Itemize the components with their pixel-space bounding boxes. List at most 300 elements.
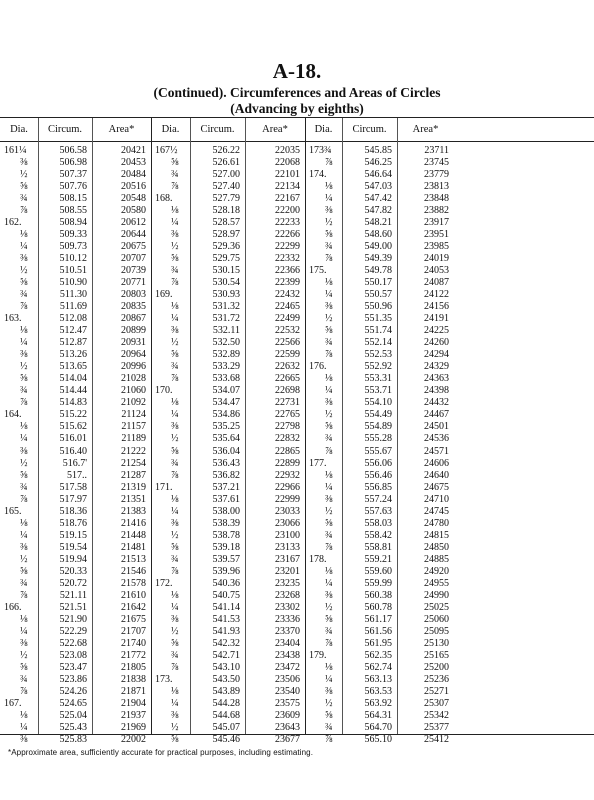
diameter-cell: ⅜ bbox=[20, 349, 28, 361]
area-cell: 23917 bbox=[424, 217, 449, 229]
diameter-cell: ¾ bbox=[325, 433, 333, 445]
circumference-cell: 515.22 bbox=[59, 409, 87, 421]
area-cell: 21481 bbox=[121, 541, 146, 553]
circumference-cell: 549.78 bbox=[364, 265, 392, 277]
diameter-cell: ⅛ bbox=[171, 685, 179, 697]
area-cell: 23609 bbox=[275, 709, 300, 721]
diameter-cell: ⅞ bbox=[20, 301, 28, 313]
diameter-cell: ⅞ bbox=[171, 469, 179, 481]
area-cell: 25271 bbox=[424, 685, 449, 697]
area-cell: 23882 bbox=[424, 205, 449, 217]
diameter-cell: ½ bbox=[171, 433, 179, 445]
circumference-cell: 563.13 bbox=[364, 673, 392, 685]
circumference-cell: 517.. bbox=[67, 469, 87, 481]
area-cell: 20548 bbox=[121, 193, 146, 205]
area-cell: 20707 bbox=[121, 253, 146, 265]
circumference-cell: 516.7' bbox=[62, 457, 87, 469]
diameter-cell: ¼ bbox=[171, 505, 179, 517]
area-cell: 22101 bbox=[275, 169, 300, 181]
diameter-cell: ⅞ bbox=[171, 277, 179, 289]
area-cell: 22068 bbox=[275, 157, 300, 169]
diameter-cell: ¼ bbox=[171, 697, 179, 709]
area-cell: 23268 bbox=[275, 589, 300, 601]
circumference-cell: 550.17 bbox=[364, 277, 392, 289]
circumference-cell: 537.61 bbox=[212, 493, 240, 505]
diameter-cell: ¼ bbox=[171, 313, 179, 325]
circumference-cell: 556.06 bbox=[364, 457, 392, 469]
area-cell: 24571 bbox=[424, 445, 449, 457]
diameter-cell: ⅝ bbox=[325, 517, 333, 529]
circumference-cell: 511.69 bbox=[59, 301, 87, 313]
column-rule bbox=[38, 118, 39, 734]
diameter-cell: ⅝ bbox=[171, 253, 179, 265]
area-cell: 21805 bbox=[121, 661, 146, 673]
diameter-cell: ⅝ bbox=[325, 709, 333, 721]
circumference-cell: 525.04 bbox=[59, 709, 87, 721]
circumference-cell: 551.74 bbox=[364, 325, 392, 337]
diameter-cell: ½ bbox=[20, 553, 28, 565]
area-cell: 20516 bbox=[121, 181, 146, 193]
area-cell: 21222 bbox=[121, 445, 146, 457]
circumference-cell: 550.57 bbox=[364, 289, 392, 301]
diameter-cell: ⅛ bbox=[325, 181, 333, 193]
area-cell: 23066 bbox=[275, 517, 300, 529]
page-subtitle-line-2: (Advancing by eighths) bbox=[230, 101, 364, 116]
area-cell: 21092 bbox=[121, 397, 146, 409]
circumference-cell: 524.26 bbox=[59, 685, 87, 697]
area-cell: 24710 bbox=[424, 493, 449, 505]
diameter-cell: ¾ bbox=[20, 673, 28, 685]
diameter-cell: ⅞ bbox=[325, 445, 333, 457]
diameter-cell: ½ bbox=[171, 337, 179, 349]
diameter-cell: 175. bbox=[309, 265, 327, 277]
diameter-cell: ½ bbox=[171, 241, 179, 253]
circumference-cell: 514.44 bbox=[59, 385, 87, 397]
circumference-cell: 513.65 bbox=[59, 361, 87, 373]
area-cell: 25307 bbox=[424, 697, 449, 709]
circumference-cell: 528.97 bbox=[212, 229, 240, 241]
diameter-cell: ⅜ bbox=[171, 229, 179, 241]
column-rule bbox=[305, 118, 306, 734]
area-cell: 22432 bbox=[275, 289, 300, 301]
diameter-cell: ⅝ bbox=[325, 613, 333, 625]
area-cell: 22698 bbox=[275, 385, 300, 397]
circumference-cell: 561.56 bbox=[364, 625, 392, 637]
circumference-cell: 539.57 bbox=[212, 553, 240, 565]
area-cell: 24815 bbox=[424, 529, 449, 541]
circumference-cell: 508.94 bbox=[59, 217, 87, 229]
diameter-cell: ½ bbox=[325, 313, 333, 325]
area-cell: 21578 bbox=[121, 577, 146, 589]
area-cell: 21642 bbox=[121, 601, 146, 613]
circumference-cell: 529.75 bbox=[212, 253, 240, 265]
circumference-cell: 511.30 bbox=[59, 289, 87, 301]
area-cell: 24885 bbox=[424, 553, 449, 565]
circumference-cell: 544.68 bbox=[212, 709, 240, 721]
area-cell: 21675 bbox=[121, 613, 146, 625]
area-cell: 24990 bbox=[424, 589, 449, 601]
area-cell: 21838 bbox=[121, 673, 146, 685]
diameter-cell: ⅜ bbox=[171, 613, 179, 625]
area-cell: 22566 bbox=[275, 337, 300, 349]
area-cell: 21189 bbox=[121, 433, 146, 445]
circumference-cell: 546.25 bbox=[364, 157, 392, 169]
diameter-cell: ⅝ bbox=[20, 661, 28, 673]
circumference-cell: 518.36 bbox=[59, 505, 87, 517]
diameter-cell: ⅝ bbox=[20, 469, 28, 481]
circumference-cell: 534.07 bbox=[212, 385, 240, 397]
diameter-cell: ⅜ bbox=[20, 157, 28, 169]
diameter-cell: ½ bbox=[171, 721, 179, 733]
area-cell: 24432 bbox=[424, 397, 449, 409]
diameter-cell: ¼ bbox=[171, 409, 179, 421]
circumference-cell: 545.07 bbox=[212, 721, 240, 733]
circumference-cell: 509.33 bbox=[59, 229, 87, 241]
diameter-cell: ⅜ bbox=[171, 709, 179, 721]
circumference-cell: 558.03 bbox=[364, 517, 392, 529]
diameter-cell: ¾ bbox=[171, 265, 179, 277]
header-circum: Circum. bbox=[47, 124, 83, 135]
circumference-cell: 519.15 bbox=[59, 529, 87, 541]
area-cell: 23575 bbox=[275, 697, 300, 709]
diameter-cell: ⅞ bbox=[325, 637, 333, 649]
circumference-cell: 555.67 bbox=[364, 445, 392, 457]
diameter-cell: ¼ bbox=[325, 577, 333, 589]
diameter-cell: ⅝ bbox=[171, 157, 179, 169]
area-cell: 20612 bbox=[121, 217, 146, 229]
circumference-cell: 523.86 bbox=[59, 673, 87, 685]
diameter-cell: ⅞ bbox=[325, 734, 333, 745]
area-cell: 24955 bbox=[424, 577, 449, 589]
area-cell: 22233 bbox=[275, 217, 300, 229]
diameter-cell: 167. bbox=[4, 697, 22, 709]
diameter-cell: ⅞ bbox=[325, 349, 333, 361]
area-cell: 22966 bbox=[275, 481, 300, 493]
circumference-cell: 522.29 bbox=[59, 625, 87, 637]
column-rule bbox=[342, 118, 343, 734]
diameter-cell: ⅜ bbox=[20, 734, 28, 745]
diameter-cell: ½ bbox=[325, 409, 333, 421]
page-title: A-18. bbox=[272, 59, 322, 83]
circumference-cell: 557.63 bbox=[364, 505, 392, 517]
diameter-cell: ¾ bbox=[171, 649, 179, 661]
area-cell: 24640 bbox=[424, 469, 449, 481]
diameter-cell: 173¾ bbox=[309, 145, 332, 156]
circumference-cell: 553.71 bbox=[364, 385, 392, 397]
circumference-cell: 529.36 bbox=[212, 241, 240, 253]
circumference-cell: 542.71 bbox=[212, 649, 240, 661]
diameter-cell: ¼ bbox=[325, 481, 333, 493]
circumference-cell: 543.89 bbox=[212, 685, 240, 697]
diameter-cell: ⅞ bbox=[171, 373, 179, 385]
circumference-cell: 555.28 bbox=[364, 433, 392, 445]
area-cell: 23779 bbox=[424, 169, 449, 181]
area-cell: 24398 bbox=[424, 385, 449, 397]
diameter-cell: ¾ bbox=[20, 193, 28, 205]
diameter-cell: ⅛ bbox=[20, 325, 28, 337]
area-cell: 24260 bbox=[424, 337, 449, 349]
circumference-cell: 542.32 bbox=[212, 637, 240, 649]
diameter-cell: 169. bbox=[155, 289, 173, 301]
header-dia: Dia. bbox=[314, 124, 333, 135]
area-cell: 21937 bbox=[121, 709, 146, 721]
circumference-cell: 561.17 bbox=[364, 613, 392, 625]
diameter-cell: ½ bbox=[20, 169, 28, 181]
circumference-cell: 550.96 bbox=[364, 301, 392, 313]
diameter-cell: ⅜ bbox=[20, 445, 28, 457]
area-cell: 22932 bbox=[275, 469, 300, 481]
area-cell: 24606 bbox=[424, 457, 449, 469]
circumference-cell: 535.25 bbox=[212, 421, 240, 433]
area-cell: 21254 bbox=[121, 457, 146, 469]
circumference-cell: 533.68 bbox=[212, 373, 240, 385]
circumference-cell: 539.96 bbox=[212, 565, 240, 577]
diameter-cell: ⅝ bbox=[20, 181, 28, 193]
diameter-cell: ⅜ bbox=[171, 325, 179, 337]
area-cell: 21740 bbox=[121, 637, 146, 649]
diameter-cell: ⅝ bbox=[325, 229, 333, 241]
diameter-cell: ⅝ bbox=[171, 637, 179, 649]
diameter-cell: ¾ bbox=[20, 481, 28, 493]
diameter-cell: ¾ bbox=[325, 241, 333, 253]
area-cell: 23745 bbox=[424, 157, 449, 169]
column-rule bbox=[151, 118, 152, 734]
diameter-cell: ⅞ bbox=[325, 253, 333, 265]
circumference-cell: 537.21 bbox=[212, 481, 240, 493]
diameter-cell: ¼ bbox=[20, 433, 28, 445]
circumference-cell: 523.08 bbox=[59, 649, 87, 661]
area-cell: 23201 bbox=[275, 565, 300, 577]
area-cell: 22399 bbox=[275, 277, 300, 289]
area-cell: 22366 bbox=[275, 265, 300, 277]
area-cell: 24191 bbox=[424, 313, 449, 325]
area-cell: 21772 bbox=[121, 649, 146, 661]
diameter-cell: 173. bbox=[155, 673, 173, 685]
diameter-cell: ¾ bbox=[325, 625, 333, 637]
circumference-cell: 526.22 bbox=[212, 145, 240, 156]
circumference-cell: 527.79 bbox=[212, 193, 240, 205]
area-cell: 23235 bbox=[275, 577, 300, 589]
circumference-cell: 543.10 bbox=[212, 661, 240, 673]
circumference-cell: 527.00 bbox=[212, 169, 240, 181]
circumference-cell: 541.53 bbox=[212, 613, 240, 625]
circumference-cell: 534.86 bbox=[212, 409, 240, 421]
area-cell: 24745 bbox=[424, 505, 449, 517]
diameter-cell: ⅞ bbox=[325, 157, 333, 169]
circumference-cell: 556.85 bbox=[364, 481, 392, 493]
area-cell: 21157 bbox=[121, 421, 146, 433]
diameter-cell: 164. bbox=[4, 409, 22, 421]
circumference-cell: 508.15 bbox=[59, 193, 87, 205]
circumference-cell: 525.43 bbox=[59, 721, 87, 733]
diameter-cell: 162. bbox=[4, 217, 22, 229]
area-cell: 25377 bbox=[424, 721, 449, 733]
diameter-cell: ⅝ bbox=[325, 421, 333, 433]
circumference-cell: 561.95 bbox=[364, 637, 392, 649]
circumference-cell: 531.72 bbox=[212, 313, 240, 325]
circumference-cell: 538.39 bbox=[212, 517, 240, 529]
diameter-cell: 163. bbox=[4, 313, 22, 325]
area-cell: 20771 bbox=[121, 277, 146, 289]
area-cell: 23033 bbox=[275, 505, 300, 517]
circumference-cell: 513.26 bbox=[59, 349, 87, 361]
diameter-cell: ⅝ bbox=[20, 565, 28, 577]
circumference-cell: 547.03 bbox=[364, 181, 392, 193]
area-cell: 21351 bbox=[121, 493, 146, 505]
diameter-cell: ⅛ bbox=[20, 709, 28, 721]
circumference-cell: 520.72 bbox=[59, 577, 87, 589]
area-cell: 23472 bbox=[275, 661, 300, 673]
page-subtitle-line-1: (Continued). Circumferences and Areas of Circles bbox=[153, 85, 441, 100]
circumference-cell: 560.78 bbox=[364, 601, 392, 613]
area-cell: 23404 bbox=[275, 637, 300, 649]
circumference-cell: 520.33 bbox=[59, 565, 87, 577]
header-rule bbox=[0, 141, 594, 142]
circumference-cell: 509.73 bbox=[59, 241, 87, 253]
area-cell: 23985 bbox=[424, 241, 449, 253]
area-cell: 20996 bbox=[121, 361, 146, 373]
diameter-cell: ½ bbox=[325, 217, 333, 229]
circumference-cell: 532.11 bbox=[212, 325, 240, 337]
area-cell: 24156 bbox=[424, 301, 449, 313]
circumference-cell: 528.57 bbox=[212, 217, 240, 229]
circumference-cell: 527.40 bbox=[212, 181, 240, 193]
circle-table bbox=[0, 117, 594, 745]
area-cell: 25165 bbox=[424, 649, 449, 661]
area-cell: 24920 bbox=[424, 565, 449, 577]
circumference-cell: 559.21 bbox=[364, 553, 392, 565]
diameter-cell: ⅜ bbox=[20, 637, 28, 649]
circumference-cell: 519.94 bbox=[59, 553, 87, 565]
diameter-cell: ⅛ bbox=[325, 469, 333, 481]
area-cell: 22002 bbox=[121, 734, 146, 745]
circumference-cell: 530.54 bbox=[212, 277, 240, 289]
diameter-cell: ⅛ bbox=[325, 565, 333, 577]
circumference-cell: 515.62 bbox=[59, 421, 87, 433]
diameter-cell: ½ bbox=[171, 529, 179, 541]
area-cell: 23813 bbox=[424, 181, 449, 193]
circumference-cell: 549.39 bbox=[364, 253, 392, 265]
circumference-cell: 536.04 bbox=[212, 445, 240, 457]
diameter-cell: ⅛ bbox=[20, 517, 28, 529]
circumference-cell: 510.12 bbox=[59, 253, 87, 265]
area-cell: 22465 bbox=[275, 301, 300, 313]
diameter-cell: 167½ bbox=[155, 145, 178, 156]
circumference-cell: 547.42 bbox=[364, 193, 392, 205]
circumference-cell: 563.53 bbox=[364, 685, 392, 697]
diameter-cell: ½ bbox=[20, 361, 28, 373]
area-cell: 20739 bbox=[121, 265, 146, 277]
area-cell: 24467 bbox=[424, 409, 449, 421]
diameter-cell: ½ bbox=[20, 457, 28, 469]
diameter-cell: ⅛ bbox=[171, 397, 179, 409]
diameter-cell: ⅛ bbox=[325, 373, 333, 385]
area-cell: 23167 bbox=[275, 553, 300, 565]
area-cell: 24329 bbox=[424, 361, 449, 373]
area-cell: 21707 bbox=[121, 625, 146, 637]
area-cell: 22266 bbox=[275, 229, 300, 241]
area-cell: 24780 bbox=[424, 517, 449, 529]
diameter-cell: ⅞ bbox=[20, 685, 28, 697]
area-cell: 22332 bbox=[275, 253, 300, 265]
circumference-cell: 524.65 bbox=[59, 697, 87, 709]
area-cell: 21610 bbox=[121, 589, 146, 601]
diameter-cell: ¼ bbox=[20, 721, 28, 733]
area-cell: 21448 bbox=[121, 529, 146, 541]
circumference-cell: 532.50 bbox=[212, 337, 240, 349]
diameter-cell: ¼ bbox=[325, 289, 333, 301]
header-circum: Circum. bbox=[200, 124, 235, 135]
area-cell: 21871 bbox=[121, 685, 146, 697]
circumference-cell: 541.14 bbox=[212, 601, 240, 613]
area-cell: 22731 bbox=[275, 397, 300, 409]
area-cell: 21319 bbox=[121, 481, 146, 493]
diameter-cell: ⅞ bbox=[171, 661, 179, 673]
circumference-cell: 536.43 bbox=[212, 457, 240, 469]
circumference-cell: 516.40 bbox=[59, 445, 87, 457]
circumference-cell: 554.10 bbox=[364, 397, 392, 409]
area-cell: 20931 bbox=[121, 337, 146, 349]
diameter-cell: ½ bbox=[325, 601, 333, 613]
circumference-cell: 564.31 bbox=[364, 709, 392, 721]
circumference-cell: 545.85 bbox=[364, 145, 392, 156]
circumference-cell: 512.87 bbox=[59, 337, 87, 349]
diameter-cell: ½ bbox=[20, 649, 28, 661]
diameter-cell: ¾ bbox=[20, 577, 28, 589]
area-cell: 23540 bbox=[275, 685, 300, 697]
circumference-cell: 548.21 bbox=[364, 217, 392, 229]
area-cell: 23506 bbox=[275, 673, 300, 685]
circumference-cell: 553.31 bbox=[364, 373, 392, 385]
circumference-cell: 562.35 bbox=[364, 649, 392, 661]
area-cell: 24053 bbox=[424, 265, 449, 277]
circumference-cell: 556.46 bbox=[364, 469, 392, 481]
header-area: Area* bbox=[262, 124, 288, 135]
area-cell: 21124 bbox=[121, 409, 146, 421]
circumference-cell: 523.47 bbox=[59, 661, 87, 673]
area-cell: 25342 bbox=[424, 709, 449, 721]
circumference-cell: 512.08 bbox=[59, 313, 87, 325]
diameter-cell: ¾ bbox=[325, 721, 333, 733]
circumference-cell: 521.11 bbox=[59, 589, 87, 601]
circumference-cell: 562.74 bbox=[364, 661, 392, 673]
circumference-cell: 552.92 bbox=[364, 361, 392, 373]
diameter-cell: 172. bbox=[155, 577, 173, 589]
circumference-cell: 546.64 bbox=[364, 169, 392, 181]
diameter-cell: ⅛ bbox=[171, 301, 179, 313]
diameter-cell: 165. bbox=[4, 505, 22, 517]
area-cell: 21904 bbox=[121, 697, 146, 709]
diameter-cell: ⅞ bbox=[20, 493, 28, 505]
circumference-cell: 560.38 bbox=[364, 589, 392, 601]
area-cell: 25025 bbox=[424, 601, 449, 613]
area-cell: 25130 bbox=[424, 637, 449, 649]
column-rule bbox=[190, 118, 191, 734]
area-cell: 22299 bbox=[275, 241, 300, 253]
area-cell: 22765 bbox=[275, 409, 300, 421]
area-cell: 25095 bbox=[424, 625, 449, 637]
diameter-cell: 177. bbox=[309, 457, 327, 469]
footnote: *Approximate area, sufficiently accurate for practical purposes, including estimating. bbox=[8, 748, 314, 757]
circumference-cell: 534.47 bbox=[212, 397, 240, 409]
column-rule bbox=[92, 118, 93, 734]
diameter-cell: ¼ bbox=[20, 241, 28, 253]
area-cell: 22832 bbox=[275, 433, 300, 445]
area-cell: 22899 bbox=[275, 457, 300, 469]
diameter-cell: ¾ bbox=[171, 361, 179, 373]
diameter-cell: 170. bbox=[155, 385, 173, 397]
diameter-cell: ⅛ bbox=[171, 205, 179, 217]
